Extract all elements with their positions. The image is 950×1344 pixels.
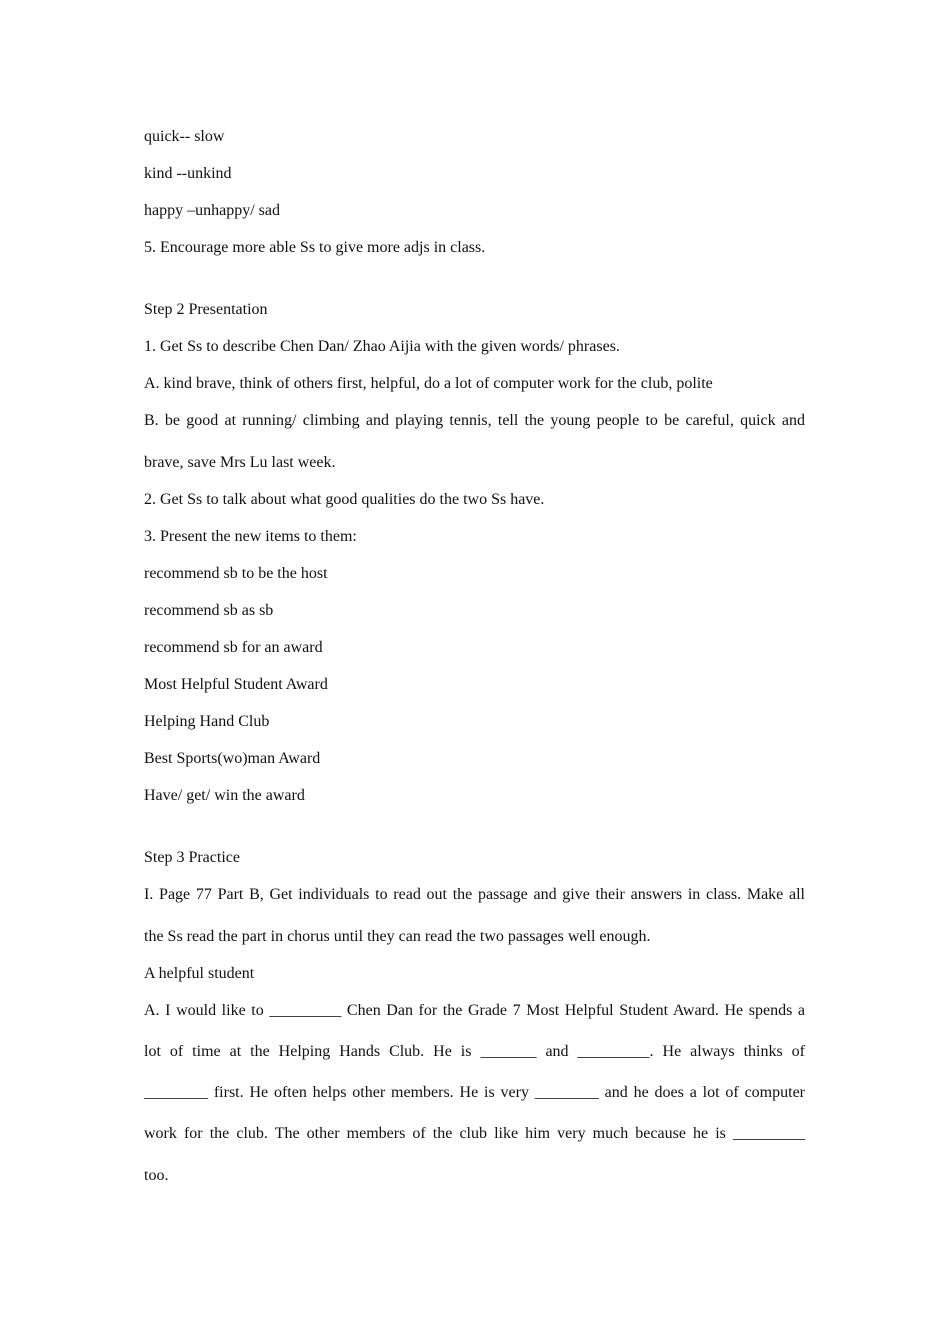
- step3-heading: Step 3 Practice: [144, 849, 240, 866]
- step2-heading: Step 2 Presentation: [144, 301, 268, 318]
- new-item-recommend-award: recommend sb for an award: [144, 639, 323, 656]
- antonym-pair-happy: happy –unhappy/ sad: [144, 202, 280, 219]
- new-item-recommend-host: recommend sb to be the host: [144, 565, 328, 582]
- passage-line: ________ first. He often helps other members. He is very ________ and he does a lot of computer: [144, 1084, 805, 1101]
- step2-option-b-line2: brave, save Mrs Lu last week.: [144, 454, 336, 471]
- step2-item-1: 1. Get Ss to describe Chen Dan/ Zhao Aijia with the given words/ phrases.: [144, 338, 620, 355]
- new-item-recommend-as: recommend sb as sb: [144, 602, 274, 619]
- warmup-item-5: 5. Encourage more able Ss to give more adjs in class.: [144, 239, 486, 256]
- new-item-sportsman-award: Best Sports(wo)man Award: [144, 750, 321, 767]
- new-item-win-award: Have/ get/ win the award: [144, 787, 305, 804]
- step2-item-3: 3. Present the new items to them:: [144, 528, 357, 545]
- step2-option-b-line1: B. be good at running/ climbing and playing tennis, tell the young people to be careful, quick and: [144, 412, 805, 429]
- passage-line: A. I would like to _________ Chen Dan for the Grade 7 Most Helpful Student Award. He spends a: [144, 1002, 805, 1019]
- new-item-helpful-award: Most Helpful Student Award: [144, 676, 328, 693]
- passage-line: work for the club. The other members of the club like him very much because he is _________: [144, 1125, 805, 1142]
- step3-item-i-line2: the Ss read the part in chorus until they can read the two passages well enough.: [144, 928, 651, 945]
- passage-line: lot of time at the Helping Hands Club. He is _______ and _________. He always thinks of: [144, 1043, 805, 1060]
- step2-item-2: 2. Get Ss to talk about what good qualities do the two Ss have.: [144, 491, 545, 508]
- antonym-pair-quick: quick-- slow: [144, 128, 225, 145]
- step3-item-i-line1: I. Page 77 Part B, Get individuals to read out the passage and give their answers in class. Make all: [144, 886, 805, 903]
- antonym-pair-kind: kind --unkind: [144, 165, 232, 182]
- step2-option-a: A. kind brave, think of others first, helpful, do a lot of computer work for the club, polite: [144, 375, 713, 392]
- passage-title: A helpful student: [144, 965, 255, 982]
- new-item-helping-hand-club: Helping Hand Club: [144, 713, 270, 730]
- passage-line: too.: [144, 1167, 169, 1184]
